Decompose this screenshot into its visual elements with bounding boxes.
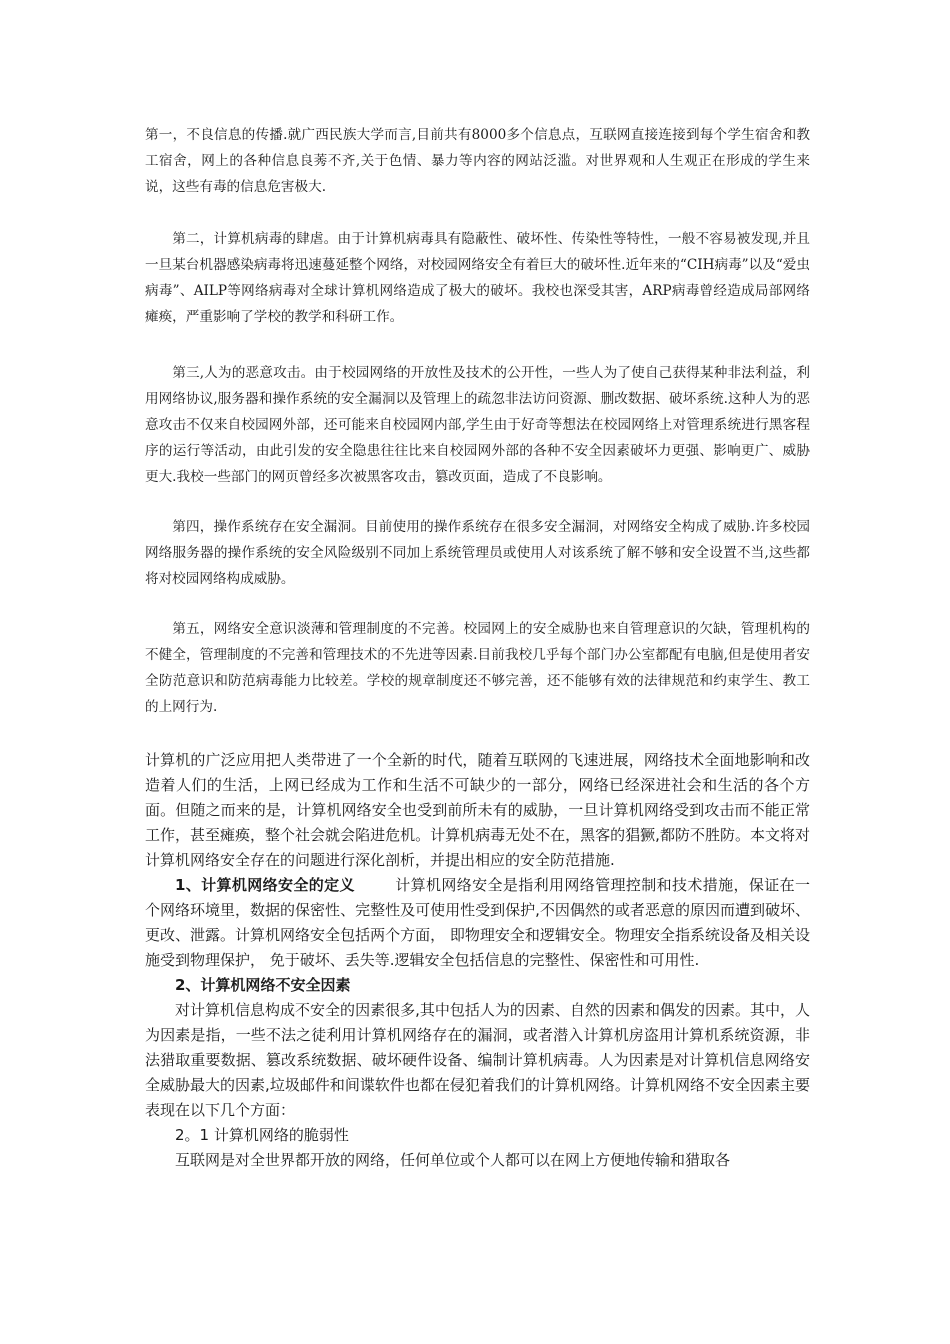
paragraph-fifth: 第五，网络安全意识淡薄和管理制度的不完善。校园网上的安全威胁也来自管理意识的欠缺，管理机构的不健全，管理制度的不完善和管理技术的不先进等因素.目前我校几乎每个部门办公室都配有电脑,但是使用者安全防范意识和防范病毒能力比较差。学校的规章制度还不够完善，还不能够有效的法律规范和约束学生、教工的上网行为. bbox=[145, 621, 810, 715]
section-1-heading: 1、计算机网络安全的定义 bbox=[175, 876, 355, 894]
paragraph-second: 第二，计算机病毒的肆虐。由于计算机病毒具有隐蔽性、破坏性、传染性等特性，一般不容易被发现,并且一旦某台机器感染病毒将迅速蔓延整个网络，对校园网络安全有着巨大的破坏性.近年来的“CIH病毒”以及“爱虫病毒”、AILP等网络病毒对全球计算机网络造成了极大的破坏。我校也深受其害，ARP病毒曾经造成局部网络瘫痪，严重影响了学校的教学和科研工作。 bbox=[145, 231, 810, 325]
document-page bbox=[145, 122, 810, 1173]
section-1 bbox=[145, 873, 810, 973]
paragraph-fourth: 第四，操作系统存在安全漏洞。目前使用的操作系统存在很多安全漏洞，对网络安全构成了威胁.许多校园网络服务器的操作系统的安全风险级别不同加上系统管理员或使用人对该系统了解不够和安全设置不当,这些都将对校园网络构成威胁。 bbox=[145, 519, 810, 587]
section-2-1-body: 互联网是对全世界都开放的网络，任何单位或个人都可以在网上方便地传输和猎取各 bbox=[175, 1151, 731, 1169]
section-2-body: 对计算机信息构成不安全的因素很多,其中包括人为的因素、自然的因素和偶发的因素。其中，人为因素是指，一些不法之徒利用计算机网络存在的漏洞，或者潜入计算机房盗用计算机系统资源，非法猎取重要数据、篡改系统数据、破坏硬件设备、编制计算机病毒。人为因素是对计算机信息网络安全威胁最大的因素,垃圾邮件和间谍软件也都在侵犯着我们的计算机网络。计算机网络不安全因素主要表现在以下几个方面： bbox=[145, 1001, 810, 1119]
paragraph-first: 第一，不良信息的传播.就广西民族大学而言,目前共有8000多个信息点，互联网直接连接到每个学生宿舍和教工宿舍，网上的各种信息良莠不齐,关于色情、暴力等内容的网站泛滥。对世界观和人生观正在形成的学生来说，这些有毒的信息危害极大. bbox=[145, 127, 810, 195]
section-1-body: 计算机网络安全是指利用网络管理控制和技术措施，保证在一个网络环境里，数据的保密性、完整性及可使用性受到保护,不因偶然的或者恶意的原因而遭到破坏、更改、泄露。计算机网络安全包括两个方面， 即物理安全和逻辑安全。物理安全指系统设备及相关设施受到物理保护， 免于破坏、丢失等.逻辑安全包括信息的完整性、保密性和可用性. bbox=[145, 876, 810, 969]
paragraph-third: 第三,人为的恶意攻击。由于校园网络的开放性及技术的公开性，一些人为了使自己获得某种非法利益，利用网络协议,服务器和操作系统的安全漏洞以及管理上的疏忽非法访问资源、删改数据、破坏系统.这种人为的恶意攻击不仅来自校园网外部，还可能来自校园网内部,学生由于好奇等想法在校园网络上对管理系统进行黑客程序的运行等活动，由此引发的安全隐患往往比来自校园网外部的各种不安全因素破坏力更强、影响更广、威胁更大.我校一些部门的网页曾经多次被黑客攻击，篡改页面，造成了不良影响。 bbox=[145, 365, 810, 485]
intro-paragraph: 计算机的广泛应用把人类带进了一个全新的时代，随着互联网的飞速进展，网络技术全面地影响和改造着人们的生活，上网已经成为工作和生活不可缺少的一部分，网络已经深进社会和生活的各个方面。但随之而来的是，计算机网络安全也受到前所未有的威胁，一旦计算机网络受到攻击而不能正常工作，甚至瘫痪，整个社会就会陷进危机。计算机病毒无处不在，黑客的猖獗,都防不胜防。本文将对计算机网络安全存在的问题进行深化剖析，并提出相应的安全防范措施. bbox=[145, 751, 810, 869]
section-2-heading: 2、计算机网络不安全因素 bbox=[175, 976, 351, 994]
section-2-1-heading: 2。1 计算机网络的脆弱性 bbox=[175, 1126, 349, 1144]
